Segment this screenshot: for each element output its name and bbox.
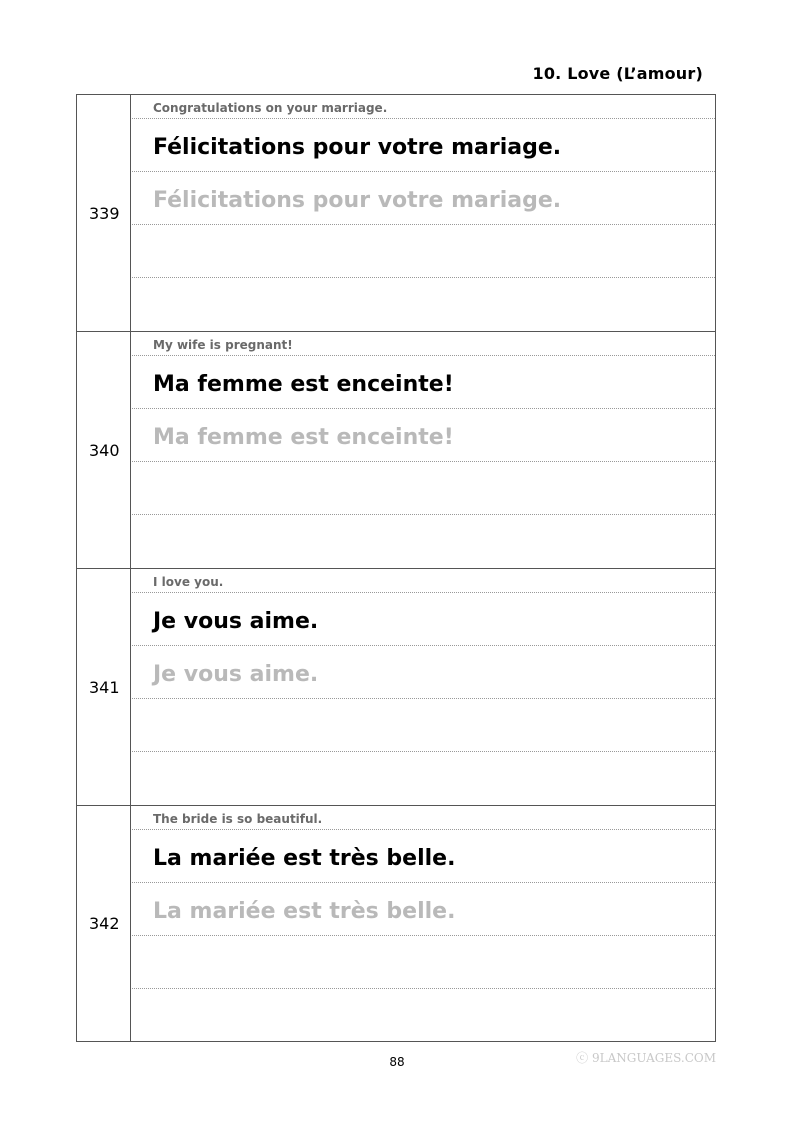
blank-writing-line bbox=[132, 699, 715, 752]
english-sentence: Congratulations on your marriage. bbox=[132, 95, 715, 119]
entry-lines bbox=[132, 332, 715, 568]
practice-table bbox=[76, 94, 716, 1042]
practice-entry bbox=[76, 94, 716, 331]
blank-writing-line bbox=[132, 936, 715, 989]
entry-number: 340 bbox=[77, 332, 131, 568]
french-sentence: Félicitations pour votre mariage. bbox=[132, 119, 715, 172]
english-sentence: I love you. bbox=[132, 569, 715, 593]
french-sentence: La mariée est très belle. bbox=[132, 830, 715, 883]
blank-writing-line bbox=[132, 225, 715, 278]
blank-writing-line bbox=[132, 515, 715, 569]
english-sentence: The bride is so beautiful. bbox=[132, 806, 715, 830]
entry-number: 341 bbox=[77, 569, 131, 805]
blank-writing-line bbox=[132, 752, 715, 806]
entry-lines bbox=[132, 95, 715, 331]
entry-number: 339 bbox=[77, 95, 131, 331]
practice-entry bbox=[76, 805, 716, 1042]
chapter-title: 10. Love (L’amour) bbox=[532, 64, 703, 83]
entry-lines bbox=[132, 569, 715, 805]
trace-sentence: La mariée est très belle. bbox=[132, 883, 715, 936]
practice-entry bbox=[76, 331, 716, 568]
entry-lines bbox=[132, 806, 715, 1041]
practice-entry bbox=[76, 568, 716, 805]
english-sentence: My wife is pregnant! bbox=[132, 332, 715, 356]
french-sentence: Ma femme est enceinte! bbox=[132, 356, 715, 409]
entry-number: 342 bbox=[77, 806, 131, 1041]
trace-sentence: Je vous aime. bbox=[132, 646, 715, 699]
french-sentence: Je vous aime. bbox=[132, 593, 715, 646]
trace-sentence: Félicitations pour votre mariage. bbox=[132, 172, 715, 225]
blank-writing-line bbox=[132, 462, 715, 515]
trace-sentence: Ma femme est enceinte! bbox=[132, 409, 715, 462]
copyright-notice: ⓒ 9LANGUAGES.COM bbox=[576, 1051, 716, 1065]
blank-writing-line bbox=[132, 278, 715, 332]
page-number: 88 bbox=[389, 1055, 405, 1069]
blank-writing-line bbox=[132, 989, 715, 1043]
